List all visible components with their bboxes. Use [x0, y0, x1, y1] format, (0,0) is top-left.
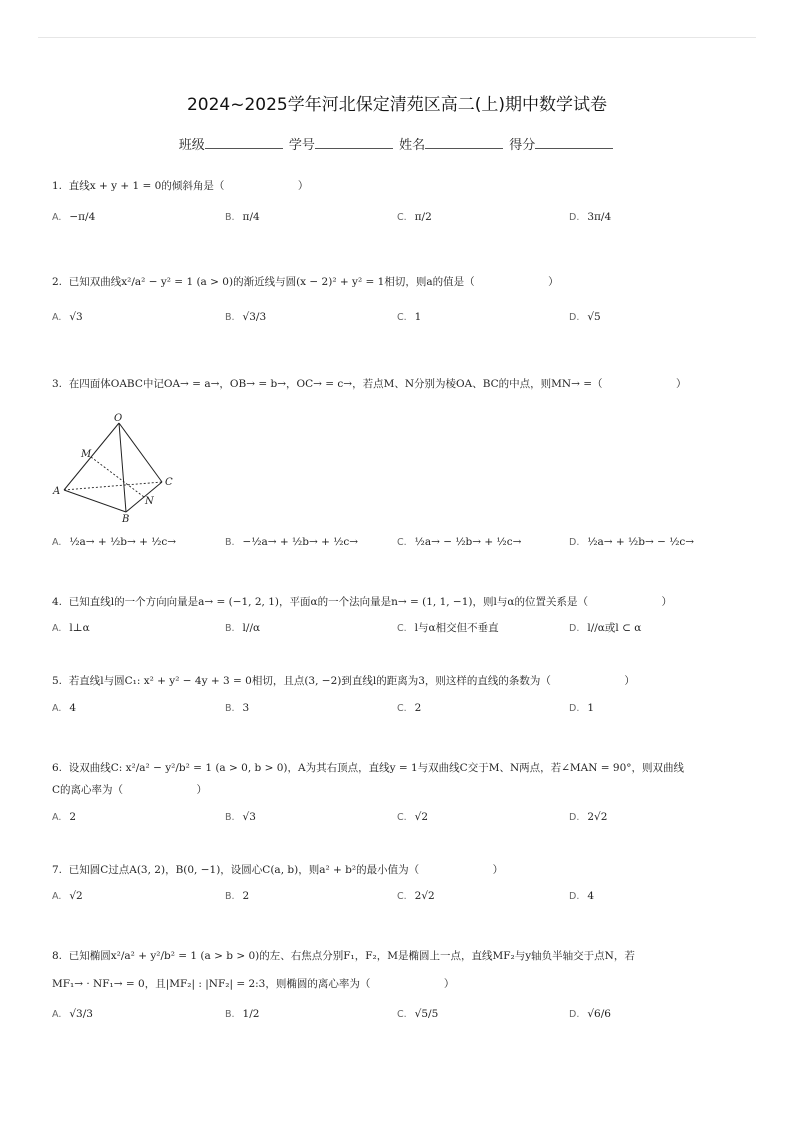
question-number: 6. [52, 762, 63, 774]
option-2d[interactable]: D. √5 [569, 311, 601, 323]
option-8c[interactable]: C. √5/5 [397, 1008, 439, 1020]
option-text: √2 [414, 811, 429, 823]
question-number: 2. [52, 276, 63, 288]
option-text: 2 [414, 702, 422, 714]
edge-ob [119, 423, 126, 512]
option-4d[interactable]: D. l//α或l ⊂ α [569, 622, 642, 634]
option-text: √3 [69, 311, 83, 323]
score-blank[interactable] [535, 136, 613, 149]
option-text: √3/3 [242, 311, 267, 323]
option-text: l//α或l ⊂ α [587, 622, 642, 634]
class-blank[interactable] [205, 136, 283, 149]
question-6-line2 [52, 782, 207, 798]
option-2c[interactable]: C. 1 [397, 311, 422, 323]
option-1b[interactable]: B. π/4 [225, 211, 260, 223]
edge-oa [64, 423, 119, 490]
option-text: √2 [69, 890, 83, 902]
option-8a[interactable]: A. √3/3 [52, 1008, 93, 1020]
option-text: 1/2 [242, 1008, 260, 1020]
question-stem: 已知圆C过点A(3, 2)，B(0, −1)，设圆心C(a, b)，则a² + b²的最小值为（ ） [68, 864, 504, 876]
option-text: 2 [69, 811, 77, 823]
option-text: √5 [587, 311, 601, 323]
label-m: M [81, 449, 92, 460]
option-text: √3/3 [69, 1008, 93, 1020]
option-text: ½a→ + ½b→ + ½c→ [69, 536, 177, 548]
option-4a[interactable]: A. l⊥α [52, 622, 90, 634]
option-text: ½a→ + ½b→ − ½c→ [587, 536, 695, 548]
option-text: √3 [242, 811, 256, 823]
option-3b[interactable]: B. −½a→ + ½b→ + ½c→ [225, 536, 359, 548]
class-label: 班级 [178, 138, 205, 153]
option-text: 2 [242, 890, 250, 902]
option-text: l与α相交但不垂直 [414, 622, 499, 634]
option-text: √5/5 [414, 1008, 439, 1020]
option-7d[interactable]: D. 4 [569, 890, 595, 902]
question-8 [52, 948, 635, 964]
option-4b[interactable]: B. l//α [225, 622, 261, 634]
option-text: l//α [242, 622, 261, 634]
question-number: 1. [52, 180, 63, 192]
option-text: √6/6 [587, 1008, 611, 1020]
option-text: 2√2 [414, 890, 435, 902]
option-3c[interactable]: C. ½a→ − ½b→ + ½c→ [397, 536, 522, 548]
option-8d[interactable]: D. √6/6 [569, 1008, 611, 1020]
option-text: 3π/4 [587, 211, 612, 223]
question-stem-continued: MF₁→ · NF₁→ = 0，且|MF₂| : |NF₂| = 2:3，则椭圆的离心率为（ ） [52, 978, 455, 990]
name-label: 姓名 [399, 138, 426, 153]
option-8b[interactable]: B. 1/2 [225, 1008, 260, 1020]
label-c: C [165, 477, 173, 488]
option-7c[interactable]: C. 2√2 [397, 890, 435, 902]
option-text: π/2 [414, 211, 432, 223]
edge-ac-hidden [64, 482, 162, 490]
option-text: 2√2 [587, 811, 608, 823]
question-3 [52, 376, 687, 392]
question-number: 4. [52, 596, 63, 608]
label-n: N [145, 496, 154, 507]
question-7 [52, 862, 503, 878]
question-stem: 若直线l与圆C₁: x² + y² − 4y + 3 = 0相切，且点(3, −2)到直线l的距离为3，则这样的直线的条数为（ ） [68, 675, 635, 687]
question-number: 8. [52, 950, 63, 962]
option-text: −π/4 [69, 211, 96, 223]
score-label: 得分 [509, 138, 536, 153]
option-5a[interactable]: A. 4 [52, 702, 77, 714]
option-text: l⊥α [69, 622, 90, 634]
segment-mn-hidden [91, 457, 144, 497]
top-divider [38, 37, 756, 38]
option-text: 4 [69, 702, 77, 714]
option-6a[interactable]: A. 2 [52, 811, 77, 823]
option-2b[interactable]: B. √3/3 [225, 311, 267, 323]
page-title: 2024~2025学年河北保定清苑区高二(上)期中数学试卷 [186, 95, 608, 115]
option-7b[interactable]: B. 2 [225, 890, 250, 902]
label-o: O [114, 413, 123, 424]
question-1 [52, 178, 308, 194]
question-2 [52, 274, 559, 290]
option-1c[interactable]: C. π/2 [397, 211, 432, 223]
option-text: −½a→ + ½b→ + ½c→ [242, 536, 359, 548]
edge-bc [126, 482, 162, 512]
label-b: B [122, 514, 130, 524]
question-6 [52, 760, 684, 776]
id-blank[interactable] [315, 136, 393, 149]
option-text: 1 [587, 702, 595, 714]
option-5c[interactable]: C. 2 [397, 702, 422, 714]
question-8-line2 [52, 976, 454, 992]
option-6b[interactable]: B. √3 [225, 811, 256, 823]
question-number: 5. [52, 675, 63, 687]
option-text: 1 [414, 311, 422, 323]
option-6c[interactable]: C. √2 [397, 811, 429, 823]
option-2a[interactable]: A. √3 [52, 311, 83, 323]
option-5d[interactable]: D. 1 [569, 702, 595, 714]
edge-oc [119, 423, 162, 482]
question-stem: 设双曲线C: x²/a² − y²/b² = 1 (a > 0, b > 0)，A为其右顶点，直线y = 1与双曲线C交于M、N两点，若∠MAN = 90°，则双曲线 [68, 762, 685, 774]
question-stem: 已知双曲线x²/a² − y² = 1 (a > 0)的渐近线与圆(x − 2)² + y² = 1相切，则a的值是（ ） [68, 276, 559, 288]
option-1d[interactable]: D. 3π/4 [569, 211, 612, 223]
question-stem: 已知直线l的一个方向向量是a→ = (−1, 2, 1)，平面α的一个法向量是n→ = (1, 1, −1)，则l与α的位置关系是（ ） [68, 596, 672, 608]
option-text: π/4 [242, 211, 260, 223]
option-text: 4 [587, 890, 595, 902]
question-stem: 已知椭圆x²/a² + y²/b² = 1 (a > b > 0)的左、右焦点分别F₁，F₂，M是椭圆上一点，直线MF₂与y轴负半轴交于点N，若 [68, 950, 635, 962]
question-stem: 在四面体OABC中记OA→ = a→，OB→ = b→，OC→ = c→，若点M、N分别为棱OA、BC的中点，则MN→ =（ ） [68, 378, 687, 390]
label-a: A [53, 486, 61, 497]
question-number: 7. [52, 864, 63, 876]
option-5b[interactable]: B. 3 [225, 702, 250, 714]
option-6d[interactable]: D. 2√2 [569, 811, 608, 823]
question-number: 3. [52, 378, 63, 390]
id-label: 学号 [288, 138, 315, 153]
option-text: 3 [242, 702, 250, 714]
edge-ab [64, 490, 126, 512]
name-blank[interactable] [425, 136, 503, 149]
option-text: ½a→ − ½b→ + ½c→ [414, 536, 522, 548]
option-3d[interactable]: D. ½a→ + ½b→ − ½c→ [569, 536, 695, 548]
question-5 [52, 673, 635, 689]
option-3a[interactable]: A. ½a→ + ½b→ + ½c→ [52, 536, 177, 548]
question-stem: 直线x + y + 1 = 0的倾斜角是（ ） [68, 180, 309, 192]
question-stem-continued: C的离心率为（ ） [52, 784, 208, 796]
option-7a[interactable]: A. √2 [52, 890, 83, 902]
question-4 [52, 594, 672, 610]
option-1a[interactable]: A. −π/4 [52, 211, 96, 223]
tetrahedron-figure [50, 412, 180, 524]
option-4c[interactable]: C. l与α相交但不垂直 [397, 622, 499, 634]
student-info-line [0, 134, 794, 153]
